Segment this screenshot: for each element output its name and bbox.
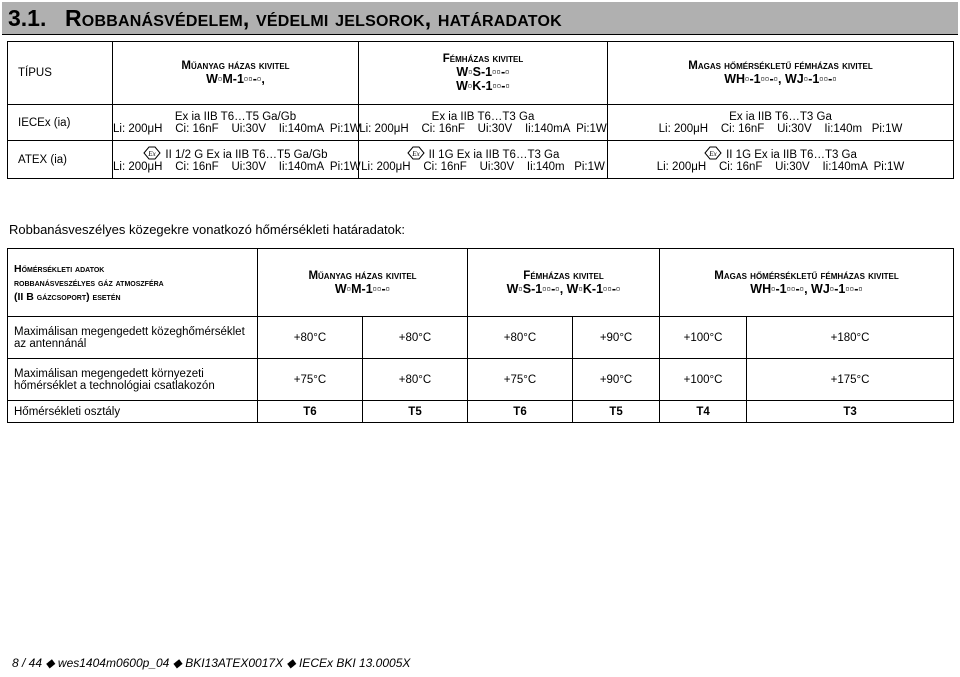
- section-number: 3.1.: [8, 5, 47, 31]
- iecex-cell-hightemp: Ex ia IIB T6…T3 Ga Li: 200μH Ci: 16nF Ui:30V Ii:140m Pi:1W: [608, 105, 954, 141]
- row-label-iecex: IECEx (ia): [8, 105, 113, 141]
- t2-col-header-plastic: Műanyag házas kivitel W▫M-1▫▫-▫: [258, 249, 468, 317]
- t2-col-header-metal: Fémházas kivitel W▫S-1▫▫-▫, W▫K-1▫▫-▫: [468, 249, 660, 317]
- col-header-plastic: Műanyag házas kivitel W▫M-1▫▫-▫,: [113, 42, 359, 105]
- table-cell: +90°C: [573, 317, 660, 359]
- table-cell: T6: [258, 401, 363, 423]
- iecex-cell-metal: Ex ia IIB T6…T3 Ga Li: 200μH Ci: 16nF Ui:30V Ii:140mA Pi:1W: [359, 105, 608, 141]
- col-header-hightemp: Magas hőmérsékletű fémházas kivitel WH▫-1▫▫-▫, WJ▫-1▫▫-▫: [608, 42, 954, 105]
- iecex-cell-plastic: Ex ia IIB T6…T5 Ga/Gb Li: 200μH Ci: 16nF Ui:30V Ii:140mA Pi:1W: [113, 105, 359, 141]
- type-label: TÍPUS: [8, 42, 113, 105]
- table-cell: +100°C: [660, 317, 747, 359]
- svg-text:Ex: Ex: [411, 150, 420, 158]
- table-cell: +100°C: [660, 359, 747, 401]
- row-label-atex: ATEX (ia): [8, 141, 113, 179]
- table-cell: +90°C: [573, 359, 660, 401]
- table-cell: +175°C: [747, 359, 954, 401]
- table-cell: T3: [747, 401, 954, 423]
- atex-cell-hightemp: Ex II 1G Ex ia IIB T6…T3 Ga Li: 200μH Ci: 16nF Ui:30V Ii:140mA Pi:1W: [608, 141, 954, 179]
- table-cell: +75°C: [468, 359, 573, 401]
- table-cell: +80°C: [363, 359, 468, 401]
- table-cell: T4: [660, 401, 747, 423]
- table-cell: +80°C: [468, 317, 573, 359]
- page-footer: 8 / 44 ◆ wes1404m0600p_04 ◆ BKI13ATEX0017X ◆ IECEx BKI 13.0005X: [12, 656, 411, 670]
- t2-col-header-hightemp: Magas hőmérsékletű fémházas kivitel WH▫-1▫▫-▫, WJ▫-1▫▫-▫: [660, 249, 954, 317]
- section-title: Robbanásvédelem, védelmi jelsorok, határadatok: [65, 5, 562, 31]
- atex-cell-plastic: Ex II 1/2 G Ex ia IIB T6…T5 Ga/Gb Li: 200μH Ci: 16nF Ui:30V Ii:140mA Pi:1W: [113, 141, 359, 179]
- row-label-temp-class: Hőmérsékleti osztály: [8, 401, 258, 423]
- protection-marking-table: [7, 41, 954, 179]
- svg-text:Ex: Ex: [709, 150, 717, 158]
- table-cell: +80°C: [258, 317, 363, 359]
- table-cell: +75°C: [258, 359, 363, 401]
- table-cell: T5: [573, 401, 660, 423]
- row-label-ambient-temp: Maximálisan megengedett környezeti hőmérséklet a technológiai csatlakozón: [8, 359, 258, 401]
- svg-text:Ex: Ex: [148, 150, 157, 158]
- table-cell: +180°C: [747, 317, 954, 359]
- ex-mark-icon: [704, 146, 722, 160]
- ex-mark-icon: [407, 146, 425, 160]
- temperature-limits-table: [7, 248, 954, 423]
- table-cell: T6: [468, 401, 573, 423]
- section-header: [2, 2, 958, 35]
- table-cell: +80°C: [363, 317, 468, 359]
- col-header-metal: Fémházas kivitel W▫S-1▫▫-▫ W▫K-1▫▫-▫: [359, 42, 608, 105]
- temp-data-header: Hőmérsékleti adatok robbanásveszélyes gáz atmoszféra (II B gázcsoport) esetén: [8, 249, 258, 317]
- table-cell: T5: [363, 401, 468, 423]
- row-label-medium-temp: Maximálisan megengedett közeghőmérséklet az antennánál: [8, 317, 258, 359]
- atex-cell-metal: Ex II 1G Ex ia IIB T6…T3 Ga Li: 200μH Ci: 16nF Ui:30V Ii:140m Pi:1W: [359, 141, 608, 179]
- ex-mark-icon: [143, 146, 161, 160]
- temperature-limits-heading: Robbanásveszélyes közegekre vonatkozó hőmérsékleti határadatok:: [9, 222, 406, 237]
